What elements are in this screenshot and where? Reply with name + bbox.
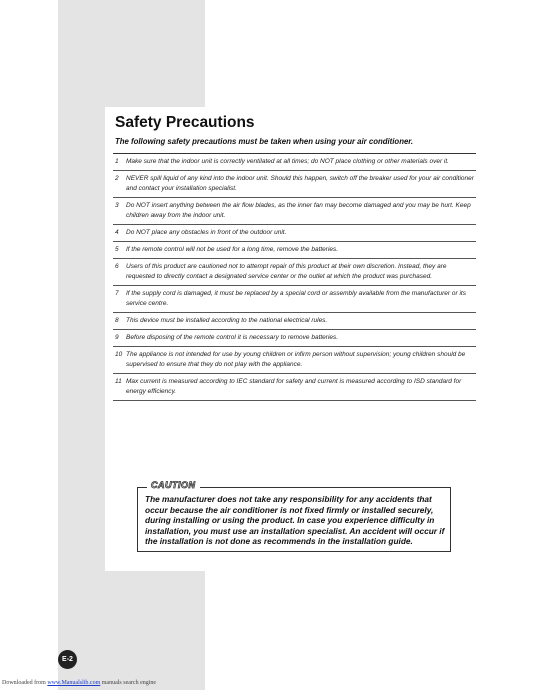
footer-link[interactable]: www.Manualslib.com bbox=[47, 680, 101, 686]
item-text: Do NOT insert anything between the air flow blades, as the inner fan may become damaged and you may be hurt. Keep children away from the indoor unit. bbox=[126, 202, 471, 219]
list-item bbox=[113, 242, 476, 259]
item-number: 8 bbox=[115, 317, 119, 324]
page-number-badge: E-2 bbox=[58, 650, 77, 669]
precaution-list bbox=[113, 153, 476, 401]
list-item bbox=[113, 330, 476, 347]
item-text: Users of this product are cautioned not to attempt repair of this product at their own discretion. Instead, they are requested to directly contact a designated service center or the outlet at which the product was purchased. bbox=[126, 263, 447, 280]
page-subtitle: The following safety precautions must be taken when using your air conditioner. bbox=[115, 137, 414, 146]
item-number: 11 bbox=[115, 378, 122, 385]
list-item bbox=[113, 313, 476, 330]
item-number: 10 bbox=[115, 351, 123, 358]
caution-label: CAUTION bbox=[147, 480, 200, 490]
item-number: 5 bbox=[115, 246, 119, 253]
item-text: This device must be installed according to the national electrical rules. bbox=[126, 317, 328, 324]
list-item bbox=[113, 347, 476, 374]
footer-suffix: manuals search engine bbox=[101, 680, 157, 686]
item-number: 3 bbox=[115, 202, 119, 209]
item-number: 9 bbox=[115, 334, 119, 341]
list-item bbox=[113, 286, 476, 313]
item-text: If the remote control will not be used for a long time, remove the batteries. bbox=[126, 246, 339, 253]
item-number: 6 bbox=[115, 263, 119, 270]
footer bbox=[2, 680, 156, 686]
item-text: If the supply cord is damaged, it must be replaced by a special cord or assembly available from the manufacturer or its service centre. bbox=[126, 290, 466, 307]
list-item bbox=[113, 259, 476, 286]
item-number: 7 bbox=[115, 290, 119, 297]
item-text: The appliance is not intended for use by young children or infirm person without supervision; young children should be supervised to ensure that they do not play with the appliance. bbox=[126, 351, 466, 368]
item-number: 2 bbox=[115, 175, 119, 182]
item-text: NEVER spill liquid of any kind into the indoor unit. Should this happen, switch off the breaker used for your air conditioner and contact your installation specialist. bbox=[126, 175, 474, 192]
page-title: Safety Precautions bbox=[115, 114, 255, 131]
item-number: 1 bbox=[115, 158, 119, 165]
list-item bbox=[113, 171, 476, 198]
item-text: Do NOT place any obstacles in front of the outdoor unit. bbox=[126, 229, 287, 236]
footer-prefix: Downloaded from bbox=[2, 680, 46, 686]
list-item bbox=[113, 374, 476, 401]
item-text: Max current is measured according to IEC standard for safety and current is measured according to ISD standard for energy efficiency. bbox=[126, 378, 462, 395]
list-item bbox=[113, 198, 476, 225]
item-number: 4 bbox=[115, 229, 119, 236]
caution-text: The manufacturer does not take any responsibility for any accidents that occur because the air conditioner is not fixed firmly or installed securely, during installing or using the product. In case you experience difficulty in installation, you must use an installation specialist. An accident will occur if the installation is not done as recommends in the installation guide. bbox=[145, 494, 445, 547]
item-text: Make sure that the indoor unit is correctly ventilated at all times; do NOT place clothing or other materials over it. bbox=[126, 158, 449, 165]
item-text: Before disposing of the remote control it is necessary to remove batteries. bbox=[126, 334, 339, 341]
list-item bbox=[113, 225, 476, 242]
list-item bbox=[113, 154, 476, 171]
